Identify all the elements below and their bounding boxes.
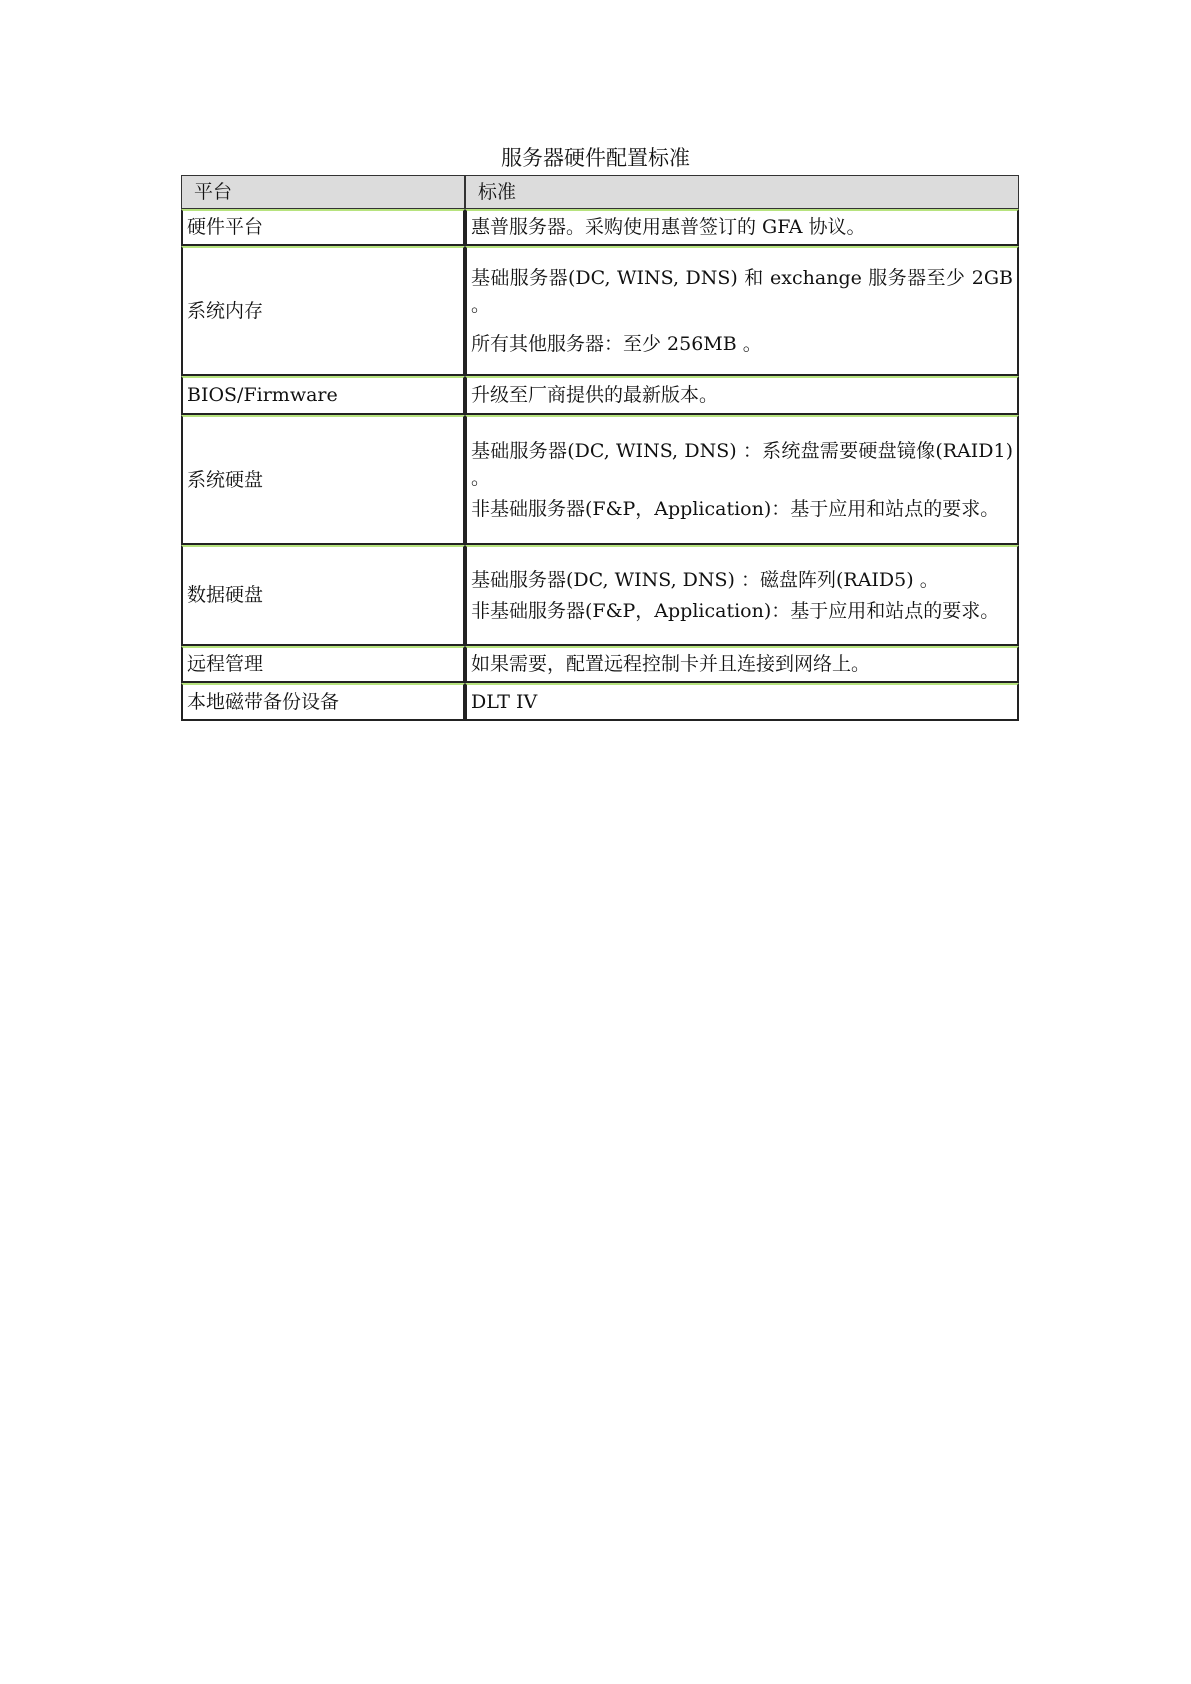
row-label: 远程管理	[181, 646, 465, 683]
row-value-line: 非基础服务器(F&P，Application)：基于应用和站点的要求。	[471, 599, 1000, 622]
row-value-line: 基础服务器(DC, WINS, DNS) 和 exchange 服务器至少 2GB 。	[471, 266, 1013, 316]
table-row	[181, 545, 1019, 646]
table-row	[181, 683, 1019, 721]
row-label: 硬件平台	[181, 209, 465, 246]
row-value-line: 惠普服务器。采购使用惠普签订的 GFA 协议。	[471, 216, 866, 238]
row-value	[465, 376, 1019, 415]
row-value	[465, 545, 1019, 646]
table-header-row	[181, 175, 1019, 209]
row-value	[465, 209, 1019, 246]
row-value	[465, 646, 1019, 683]
table-row	[181, 209, 1019, 246]
row-label: BIOS/Firmware	[181, 376, 465, 415]
table-row	[181, 646, 1019, 683]
row-value	[465, 683, 1019, 721]
row-label: 系统内存	[181, 246, 465, 376]
header-standard: 标准	[465, 175, 1019, 209]
row-value-line: 如果需要，配置远程控制卡并且连接到网络上。	[471, 653, 871, 675]
row-value	[465, 246, 1019, 376]
row-label: 本地磁带备份设备	[181, 683, 465, 721]
row-label: 数据硬盘	[181, 545, 465, 646]
row-value	[465, 415, 1019, 545]
row-value-line: 基础服务器(DC, WINS, DNS) ：系统盘需要硬盘镜像(RAID1) 。	[471, 439, 1013, 489]
row-value-line: 非基础服务器(F&P，Application)：基于应用和站点的要求。	[471, 497, 1000, 520]
table-row	[181, 246, 1019, 376]
row-value-line: 基础服务器(DC, WINS, DNS) ：磁盘阵列(RAID5) 。	[471, 568, 939, 591]
row-label: 系统硬盘	[181, 415, 465, 545]
hardware-spec-table	[181, 175, 1019, 721]
row-value-line: DLT IV	[471, 690, 538, 713]
table-row	[181, 415, 1019, 545]
row-value-line: 所有其他服务器：至少 256MB 。	[471, 332, 762, 355]
document-title: 服务器硬件配置标准	[501, 146, 690, 170]
header-platform: 平台	[181, 175, 465, 209]
table-row	[181, 376, 1019, 415]
row-value-line: 升级至厂商提供的最新版本。	[471, 384, 719, 406]
